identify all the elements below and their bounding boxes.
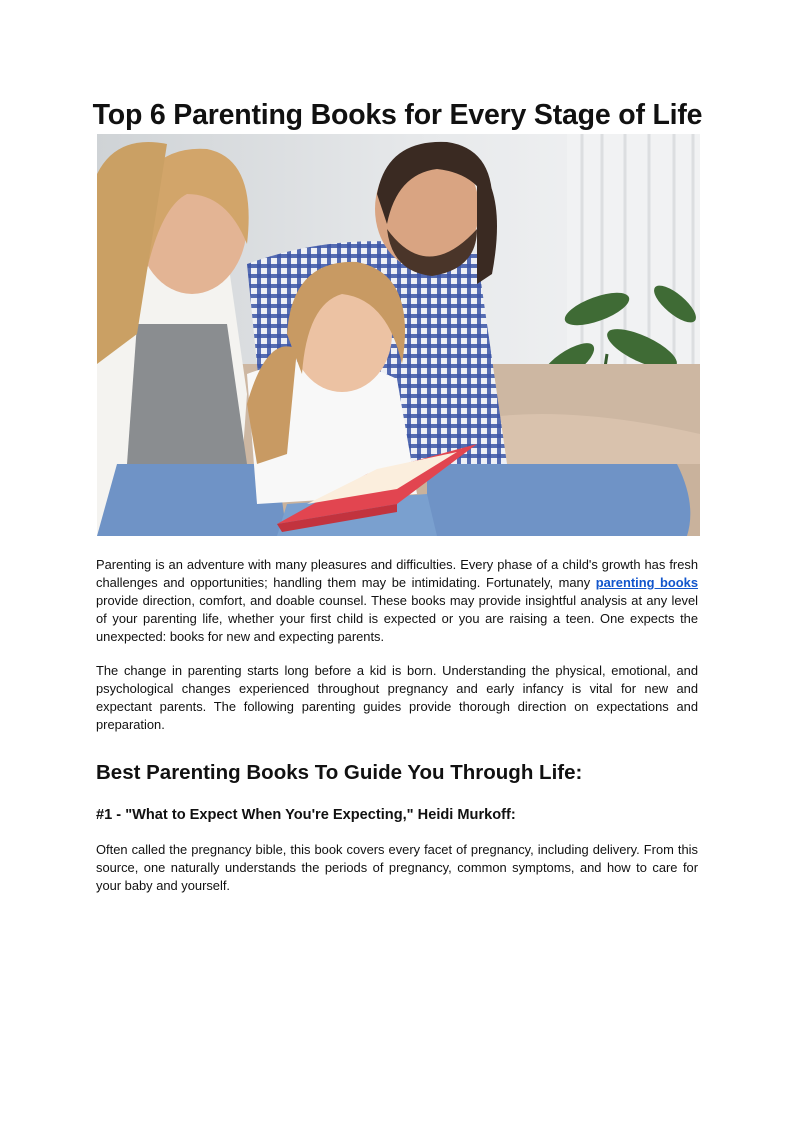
intro-text-after-link: provide direction, comfort, and doable counsel. These books may provide insightful analysis at any level of your parenting life, whether your first child is expected or you are raising a teen. One expects the unexpected: books for new and expecting parents.: [96, 593, 698, 645]
section-heading: Best Parenting Books To Guide You Through Life:: [96, 761, 583, 784]
intro-text-before-link: Parenting is an adventure with many pleasures and difficulties. Every phase of a child's growth has fresh challenges and opportunities; handling them may be intimidating. Fortunately, many: [96, 557, 698, 591]
intro-paragraph: [96, 556, 698, 646]
book-1-heading: #1 - "What to Expect When You're Expecting," Heidi Murkoff:: [96, 807, 516, 823]
preparation-paragraph: The change in parenting starts long before a kid is born. Understanding the physical, emotional, and psychological changes experienced throughout pregnancy and early infancy is vital for new and expectant parents. The following parenting guides provide thorough direction on expectations and preparation.: [96, 663, 698, 733]
book-1-description: Often called the pregnancy bible, this book covers every facet of pregnancy, including delivery. From this source, one naturally understands the periods of pregnancy, common symptoms, and how to care for your baby and yourself.: [96, 842, 698, 894]
parenting-books-link[interactable]: parenting books: [595, 575, 698, 591]
family-reading-photo: [97, 134, 700, 536]
page-title: Top 6 Parenting Books for Every Stage of Life: [92, 99, 703, 131]
